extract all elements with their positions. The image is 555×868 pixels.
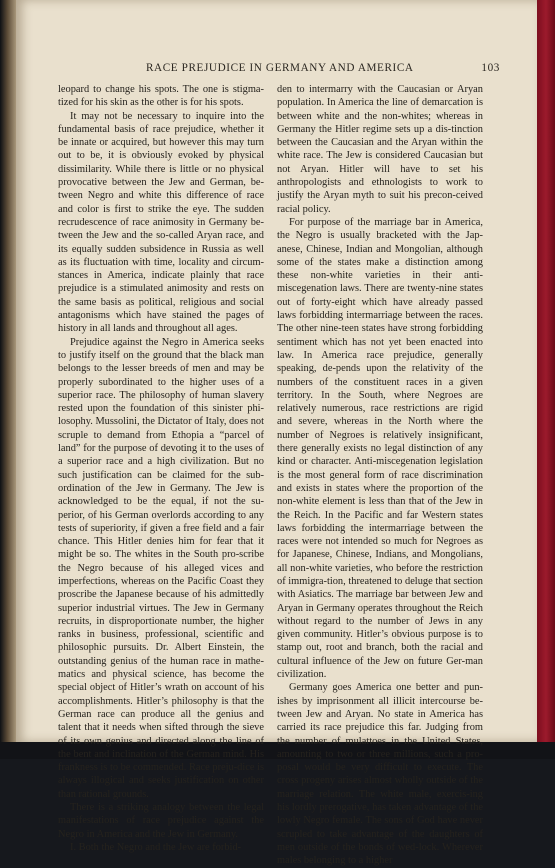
paragraph: den to intermarry with the Caucasian or Aryan population. In America the line of demarcation is between white and the non-whites; whereas in Germany the Hitler regime sets up a dis-tinction between the Caucasian and the Aryan within the white race. The Jew is considered Caucasian but not Aryan. Hitler will have to set his anthropologists and ethnologists to work to justify the Aryan myth to suit his precon-ceived racial policy. [277, 84, 483, 215]
paragraph: leopard to change his spots. The one is stigma-tized for his skin as the other is for his spots. [58, 84, 264, 109]
paragraph: It may not be necessary to inquire into the fundamental basis of race prejudice, whether it be innate or acquired, but however this may turn out to be, it is obviously evoked by physical dissimilarity. While there is little or no physical provocative between the Jew and German, be-tween Negro and white this difference of race and color is first to strike the eye. The sudden recrudescence of race animosity in Germany be-tween the Jew and the so-called Aryan race, and its equally sudden subsidence in Russia as well as its fluctuation with time, locality and circum-stances in America, indicate plainly that race prejudice is a stimulated animosity and rests on the same basis as political, religious and social antagonisms which have stained the pages of history in all lands and throughout all ages. [58, 110, 264, 335]
paragraph: Prejudice against the Negro in America seeks to justify itself on the ground that the black man belongs to the lesser breeds of men and may be properly subordinated to the higher uses of a superior race. The philosophy of human slavery rested upon the foundation of this sinister phi-losophy. Mussolini, the Dictator of Italy, does not scruple to demand from Ethopia a “parcel of land” for the purpose of devoting it to the uses of a superior race and a high civilization. But no such justification can be claimed for the sub-ordination of the Jew in Germany. The Jew is acknowledged to be the equal, if not the su-perior, of his German overlords according to any tests of superiority, if given a free field and a fair chance. This Hitler denies him for fear that it might be so. The whites in the South pro-scribe the Negro because of his alleged vices and imperfections, whereas on the Pacific Coast they proscribe the Japanese because of his admittedly superior industrial virtues. The Jew in Germany recruits, in disproportionate number, the higher ranks in business, professional, scientific and philosophic pursuits. Dr. Albert Einstein, the outstanding genius of the human race in mathe-matics and physical science, has become the special object of Hitler’s wrath on account of his accomplishments. Hitler’s philosophy is that the German race can produce all the genius and talent that it needs when sifted through the sieve of its own genius and directed along the line of the bent and inclination of the German mind. His frankness is to be commended. Race preju-dice is always illogical and seeks justification on other than rational grounds. [58, 336, 265, 800]
paragraph: I. Both the Negro and the Jew are forbid- [70, 841, 242, 853]
right-column [277, 83, 483, 868]
book-cover-edge [537, 0, 555, 742]
paragraph: Germany goes America one better and pun-ishes by imprisonment all illicit intercourse be-tween Jew and Aryan. No state in America has carried its race prejudice this far. Judging from the number of mulattoes in the United States, amounting to two or three millions, such a pro-posal would be very difficult to execute. The cross progeny arises almost wholly outside of the marriage relation. The white male, exercis-ing his lordly prerogative, has taken advantage of the lowly Negro female. The sons of God have never scrupled to take advantage of the daughters of men outside of the bonds of wed-lock. Wherever males belonging to a higher [277, 682, 483, 867]
paragraph: There is a striking analogy between the legal manifestations of race prejudice against the Negro in America and the Jew in Germany. [58, 802, 264, 840]
left-column [58, 83, 264, 854]
page-number: 103 [481, 62, 500, 74]
paragraph: For purpose of the marriage bar in America, the Negro is usually bracketed with the Jap-anese, Chinese, Indian and Mongolian, although some of the states make a distinction among these non-white varieties in their anti-miscegenation laws. There are twenty-nine states out of forty-eight which have already passed laws forbidding intermarriage between the races. The other nine-teen states have strong forbidding sentiment which has not yet been enacted into law. In America race prejudice, generally speaking, de-pends upon the relativity of the numbers of the constituent races in a given territory. In the South, where Negroes are relatively numerous, race restrictions are rigid and severe, whereas in the North where the number of Negroes is relatively insignificant, there generally exists no legal distinction of any kind or character. Anti-miscegenation legislation is the most general form of race discrimination and exists in states where the proportion of the non-white element is less than that of the Jew in the Reich. In the Pacific and far Western states laws forbidding the intermarriage between the races were not intended so much for Negroes as for Japanese, Chinese, Indians, and Mongolians, all non-white varieties, who before the restriction of immigra-tion, threatened to deluge that section with Asiatics. The marriage bar between Jew and Aryan in Germany operates throughout the Reich without regard to the number of Jews in any given community. Hitler’s obvious purpose is to stamp out, root and branch, both the racial and cultural influence of the Jew on future Ger-man civilization. [277, 216, 483, 681]
running-head-title: RACE PREJUDICE IN GERMANY AND AMERICA [146, 62, 414, 74]
